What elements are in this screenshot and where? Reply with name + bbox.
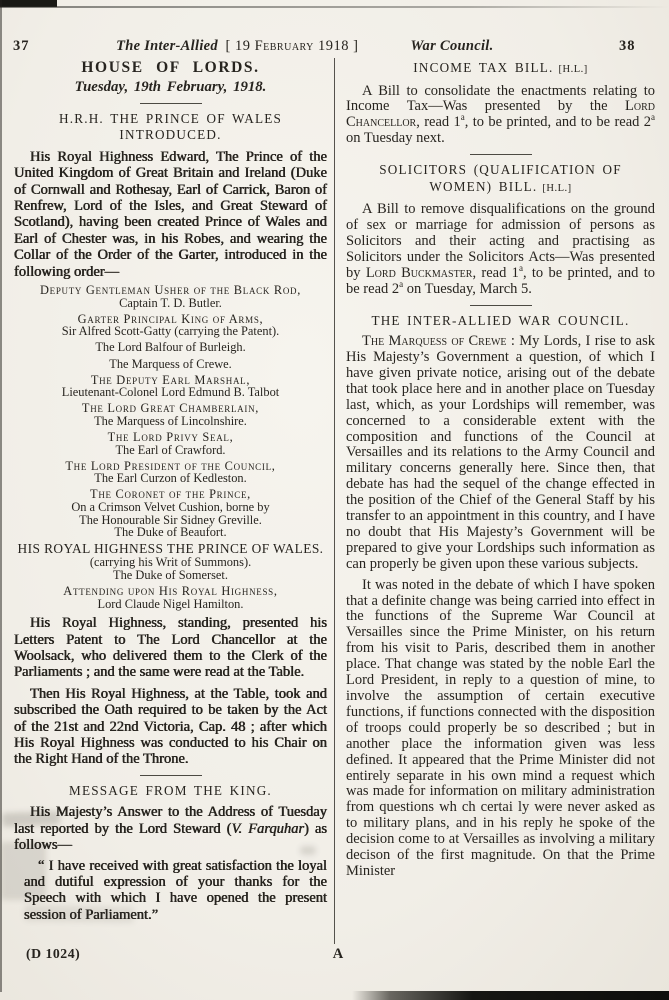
procession-line: Lord Claude Nigel Hamilton.: [97, 596, 244, 611]
procession-line: Garter Principal King of Arms,: [77, 311, 264, 326]
procession-line: The Honourable Sir Sidney Greville.: [79, 512, 262, 527]
house-of-lords-tag: [H.L.]: [542, 182, 572, 194]
crewe-speech-paragraph-2: It was noted in the debate of which I have spoken that a definite change was being carried into effect in the functions of the Supreme War Council at Versailles since the Prime Minister, on his return from his visit to Paris, described them in another place. That change was stated by the noble Earl the Lord President, in reply to a question of mine, to involve the assumption of certain executive functions, if functions connected with the disposition of troops could properly be so described ; but in another place the information given was less defined. It appeared that the Prime Minister did not entirely separate in his own mind a request which was made for information on military administration from questions wh ch certai ly were never asked as to military plans, and in his reply he spoke of the decision come to at Versailles as involving a military decison of the first magnitude. On that the Prime Minister: [346, 576, 655, 879]
bill-text: on Tuesday, March 5.: [403, 280, 532, 297]
procession-line: The Coronet of the Prince,: [90, 487, 251, 502]
procession-line: On a Crimson Velvet Cushion, borne by: [71, 499, 270, 514]
procession-line: Sir Alfred Scott-Gatty (carrying the Patent).: [61, 324, 280, 339]
intro-paragraph: His Royal Highness Edward, The Prince of the United Kingdom of Great Britain and Ireland (Duke of Cornwall and Rothesay, Earl of Carrick, Baron of Renfrew, Lord of the Isles, and Great Steward of Scotland), having been created Prince of Wales and Earl of Chester was, in his Robes, and wearing the Collar of the Order of the Garter, introduced in the following order—: [14, 148, 327, 280]
printer-signature: (D 1024): [26, 946, 81, 961]
right-column: [346, 58, 655, 880]
scan-edge-artifact-bottom: [352, 991, 669, 1000]
page-number-left: 37: [13, 38, 30, 54]
page-number-right: 38: [619, 38, 636, 54]
section-heading-line1: H.R.H. THE PRINCE OF WALES: [59, 110, 282, 126]
procession-line-prince: HIS ROYAL HIGHNESS THE PRINCE OF WALES.: [17, 541, 324, 557]
procession-line: (carrying his Writ of Summons).: [89, 555, 252, 570]
left-column: [14, 58, 327, 923]
section-heading-prince-of-wales: [14, 111, 327, 144]
column-divider-rule: [334, 58, 335, 944]
bill-text: , to be printed, and to be read 2: [464, 114, 652, 131]
date-bracket-open: [ 19: [225, 38, 255, 54]
procession-list: [14, 284, 327, 610]
section-rule: [140, 103, 202, 104]
superscript-a: a: [518, 262, 523, 273]
procession-line: Lieutenant-Colonel Lord Edmund B. Talbot: [61, 385, 280, 400]
section-rule: [470, 154, 532, 155]
bill-title: SOLICITORS (QUALIFICATION OF WOMEN) BILL.: [379, 162, 622, 194]
superscript-a: a: [460, 112, 465, 123]
running-head: [0, 38, 669, 58]
king-quote: “ I have received with great satisfaction the loyal and dutiful expression of your thanks for the Speech with which I have opened the present session of Parliament.”: [24, 857, 327, 923]
oath-paragraph: Then His Royal Highness, at the Table, took and subscribed the Oath required to be taken by the Act of the 21st and 22nd Victoria, Cap. 48 ; after which His Royal Highness was conducted to his Chair on the Right Hand of the Throne.: [14, 685, 327, 768]
procession-line: The Lord Great Chamberlain,: [81, 401, 260, 416]
crewe-speech-paragraph: [346, 334, 655, 573]
procession-line: The Lord President of the Council,: [65, 458, 276, 473]
running-title-right: War Council.: [410, 38, 494, 54]
section-heading-war-council: THE INTER-ALLIED WAR COUNCIL.: [371, 312, 630, 328]
procession-line: The Lord Balfour of Burleigh.: [95, 340, 246, 355]
procession-line: The Marquess of Lincolnshire.: [94, 413, 247, 428]
bill-text: , read 1: [472, 264, 519, 281]
section-heading-income-tax-bill: [346, 60, 655, 79]
speech-text: : My Lords, I rise to ask His Majesty’s Government a question, of which I have given private notice, arising out of the debate that took place here and in another place on Tuesday last, which, as your Lordships will remember, was concerned to a considerable extent with the composition and functions of the Council at Versailles and its relations to the Army Council and military concerns generally here. Since then, that debate has had the sequel of the change effected in the position of the Chief of the General Staff by his transfer to an appointment in this country, and I have no doubt that His Majesty’s Government will be prepared to give your Lordships such information as can properly be given upon these various subjects.: [346, 333, 655, 572]
lord-buckmaster-name: Lord Buckmaster: [365, 264, 473, 281]
bill-text: , read 1: [416, 114, 461, 131]
superscript-a: a: [399, 278, 404, 289]
section-heading-line2: INTRODUCED.: [119, 127, 222, 143]
procession-line: The Earl of Crawford.: [115, 442, 226, 457]
procession-line: Captain T. D. Butler.: [119, 295, 222, 310]
section-heading-message-from-king: MESSAGE FROM THE KING.: [69, 782, 272, 798]
date-month: February: [254, 38, 314, 54]
bill-text: A Bill to remove disqualifications on the ground of sex or marriage for admission of persons as Solicitors and their acting and practising as Solicitors under the Solicitors Acts—Was presented by: [346, 201, 655, 281]
scan-fold-line: [0, 6, 669, 8]
house-heading: HOUSE OF LORDS.: [81, 59, 260, 76]
procession-line: The Duke of Beaufort.: [114, 525, 227, 540]
message-text: His Majesty’s Answer to the Address of Tuesday last reported by the Lord Steward (: [14, 804, 327, 837]
superscript-a: a: [651, 112, 656, 123]
section-rule: [470, 305, 532, 306]
speaker-name: The Marquess of Crewe: [362, 333, 507, 350]
procession-line: The Lord Privy Seal,: [107, 430, 234, 444]
running-title-left: The Inter-Allied: [116, 38, 218, 54]
bill-text: A Bill to consolidate the enactments relating to Income Tax—Was presented by the: [346, 82, 655, 115]
letters-patent-paragraph: His Royal Highness, standing, presented his Letters Patent to The Lord Chancellor at the Woolsack, who delivered them to the Clerk of the Parliaments ; and the same were read at the Table.: [14, 615, 327, 681]
procession-line: The Earl Curzon of Kedleston.: [94, 471, 247, 486]
date-bracket-close: 1918 ]: [313, 38, 359, 54]
message-text: ) as follows—: [14, 820, 328, 854]
lord-chancellor-name: Lord Chancellor: [346, 98, 655, 131]
bill-text: on Tuesday next.: [346, 130, 445, 147]
procession-line: The Duke of Somerset.: [113, 567, 228, 582]
procession-line: The Deputy Earl Marshal,: [90, 372, 251, 387]
procession-line: The Marquess of Crewe.: [109, 356, 232, 371]
bill-text: , to be printed, and to be read 2: [346, 264, 656, 297]
message-paragraph: [14, 804, 327, 853]
running-head-date: [212, 38, 372, 55]
house-of-lords-tag: [H.L.]: [558, 64, 588, 75]
bill-title: INCOME TAX BILL.: [413, 60, 554, 75]
section-heading-solicitors-bill: [346, 162, 655, 197]
lord-steward-name: V. Farquhar: [231, 820, 305, 837]
gathering-signature-mark: A: [332, 946, 344, 962]
sitting-date: Tuesday, 19th February, 1918.: [74, 79, 267, 96]
procession-line: Attending upon His Royal Highness,: [63, 583, 278, 598]
solicitors-paragraph: [346, 202, 655, 297]
section-rule: [140, 775, 202, 776]
income-tax-paragraph: [346, 84, 655, 148]
procession-line: Deputy Gentleman Usher of the Black Rod,: [39, 283, 302, 298]
